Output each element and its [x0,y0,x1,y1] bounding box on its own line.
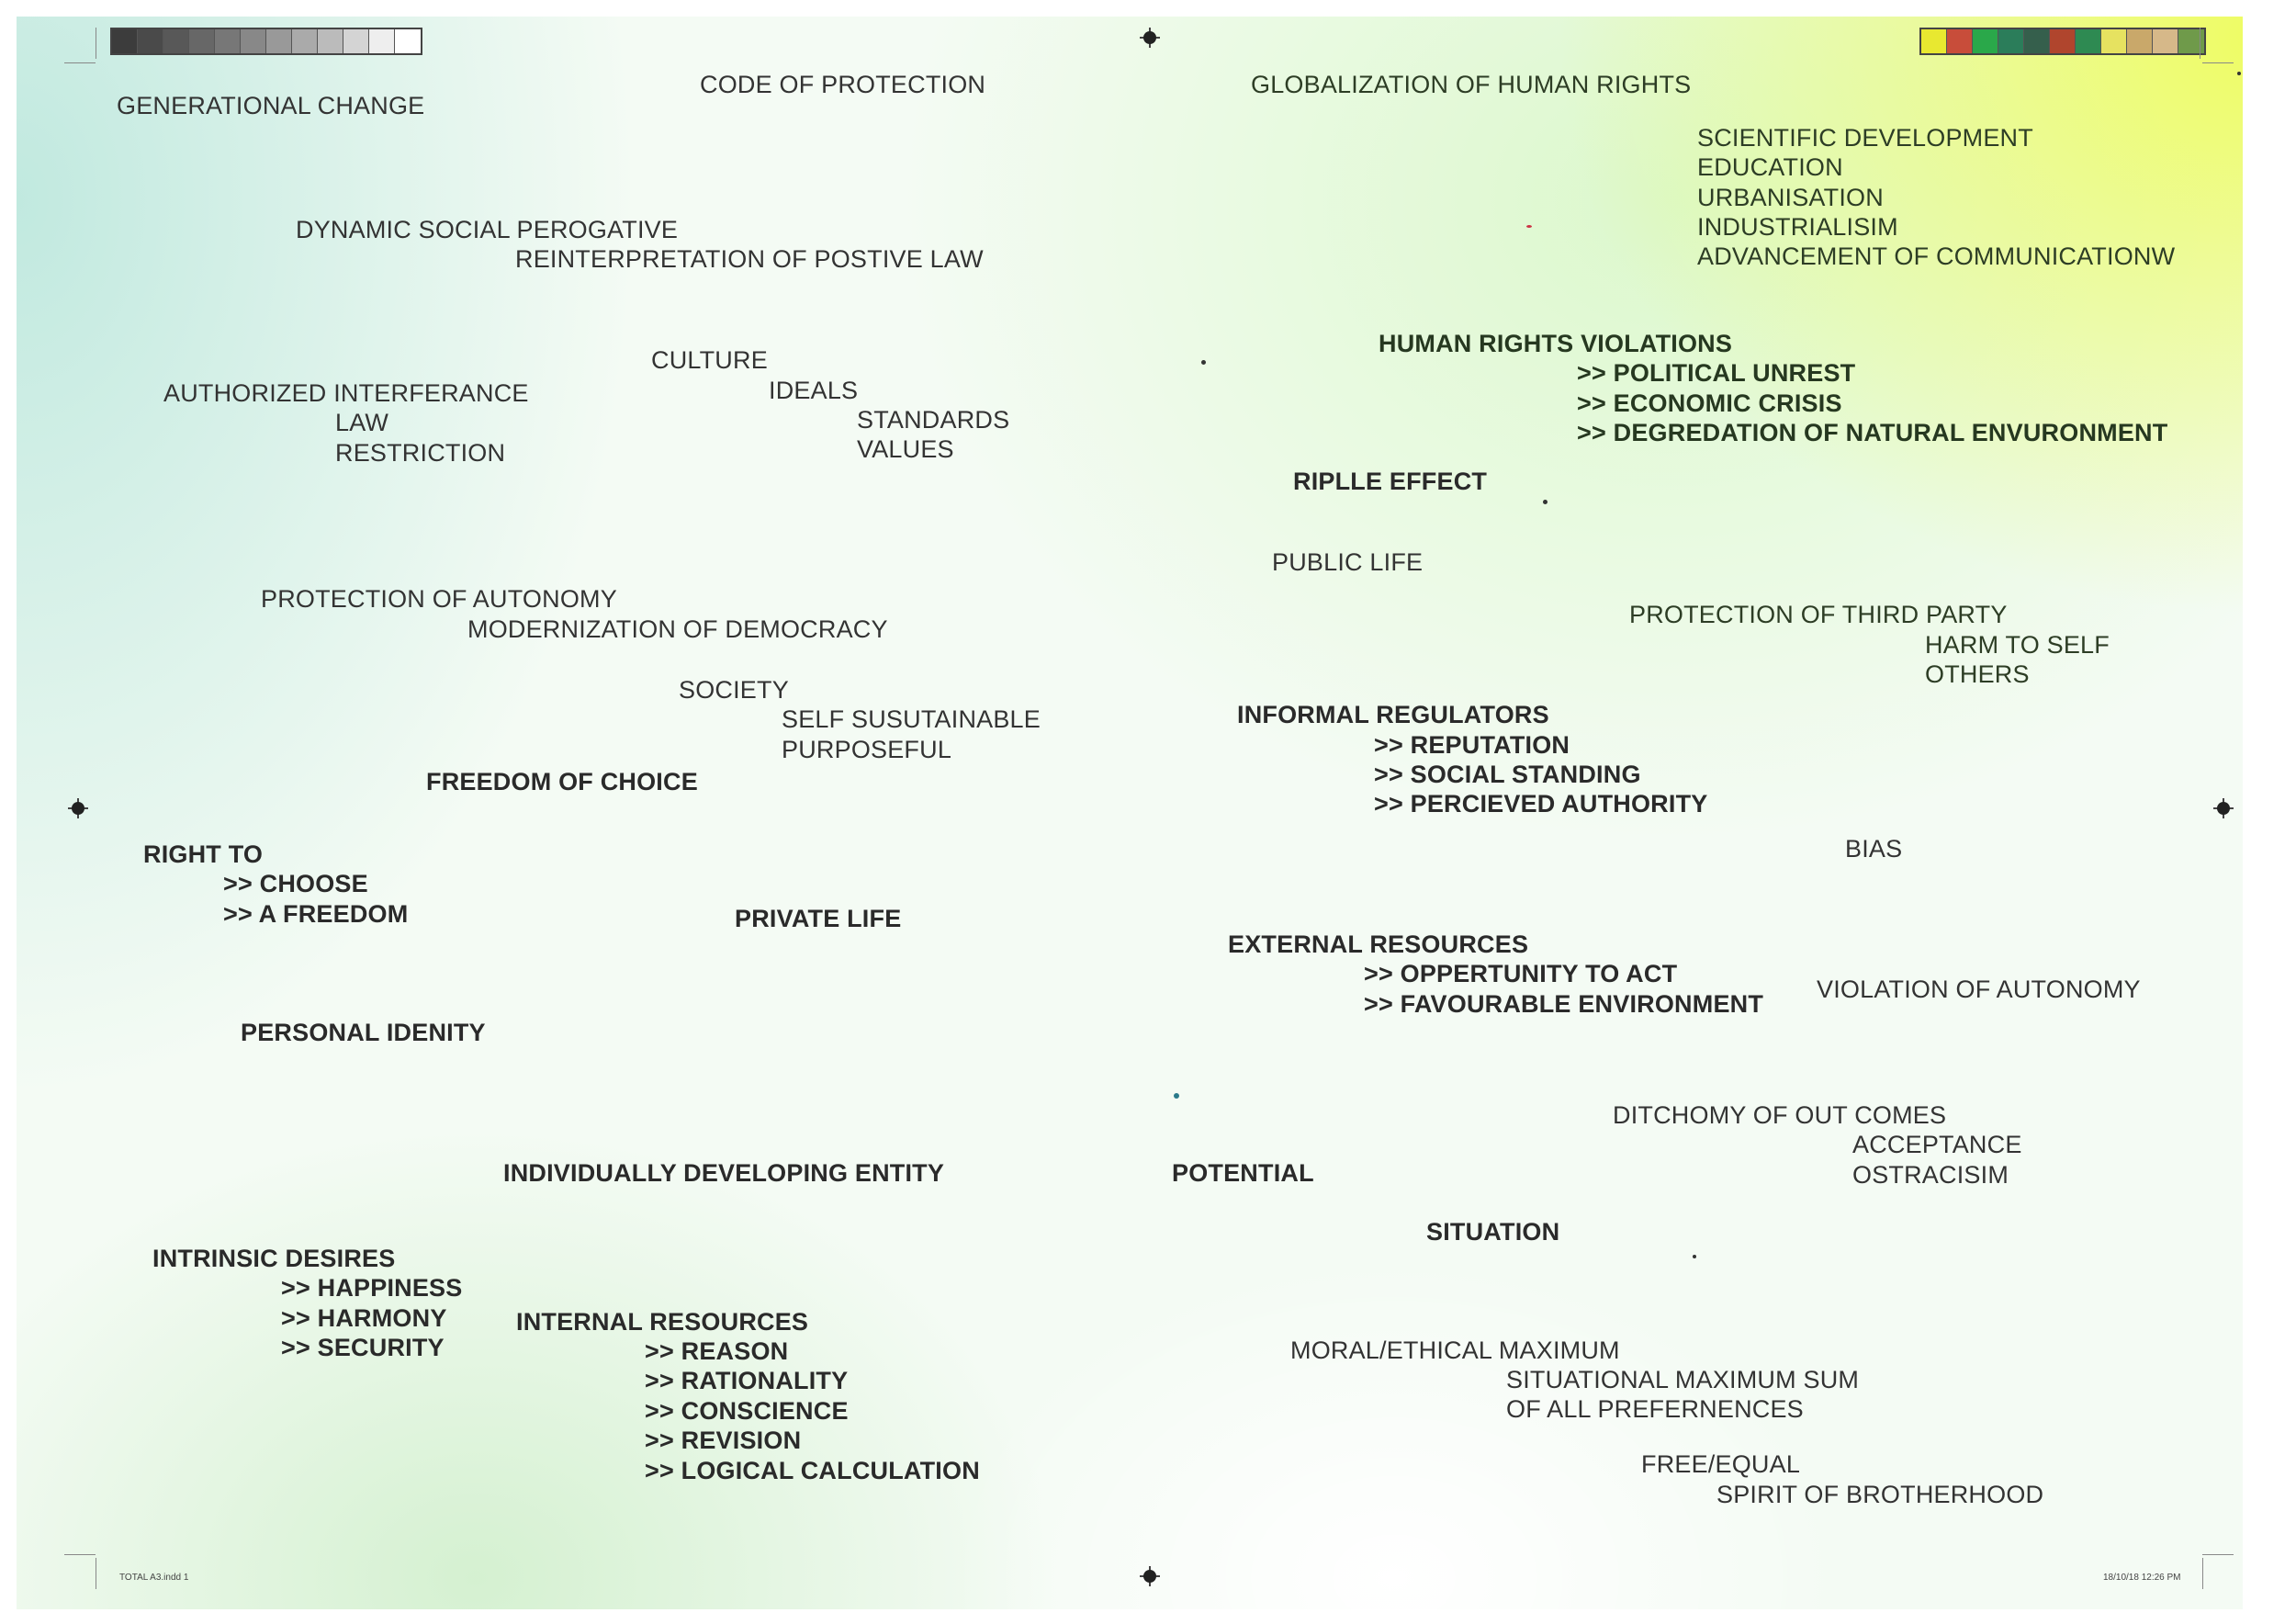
greyscale-swatch [266,29,292,53]
label-riplle-effect: RIPLLE EFFECT [1293,468,1488,495]
label-security: >> SECURITY [281,1334,445,1361]
label-oppertunity-to-act: >> OPPERTUNITY TO ACT [1364,960,1678,987]
slug-timestamp: 18/10/18 12:26 PM [2103,1573,2181,1583]
greyscale-swatch [395,29,421,53]
label-restriction: RESTRICTION [335,439,506,467]
label-moral-ethical-maximum: MORAL/ETHICAL MAXIMUM [1290,1336,1620,1364]
color-swatch [1998,29,2024,53]
slug-file-name: TOTAL A3.indd 1 [119,1573,189,1583]
label-others: OTHERS [1925,660,2030,688]
label-internal-resources: INTERNAL RESOURCES [516,1308,809,1336]
label-conscience: >> CONSCIENCE [645,1397,849,1425]
label-personal-idenity: PERSONAL IDENITY [241,1019,486,1046]
crop-mark [2202,1558,2203,1589]
greyscale-swatch [138,29,163,53]
label-private-life: PRIVATE LIFE [735,905,902,932]
greyscale-swatch [369,29,395,53]
label-public-life: PUBLIC LIFE [1272,548,1424,576]
label-individually-developing-entity: INDIVIDUALLY DEVELOPING ENTITY [503,1159,945,1187]
label-free-equal: FREE/EQUAL [1641,1450,1801,1478]
greyscale-swatch [163,29,189,53]
label-society: SOCIETY [679,676,789,704]
label-favourable-environment: >> FAVOURABLE ENVIRONMENT [1364,990,1764,1018]
label-authorized-interferance: AUTHORIZED INTERFERANCE [163,379,529,407]
label-advancement-of-communication: ADVANCEMENT OF COMMUNICATIONW [1697,242,2176,270]
label-scientific-development: SCIENTIFIC DEVELOPMENT [1697,124,2033,152]
color-swatch [1973,29,1998,53]
registration-mark-top [1140,28,1160,48]
label-violation-of-autonomy: VIOLATION OF AUTONOMY [1817,976,2141,1003]
label-reputation: >> REPUTATION [1374,731,1570,759]
scan-speck [1201,360,1206,365]
greyscale-swatch [343,29,369,53]
label-standards: STANDARDS [857,406,1010,434]
label-culture: CULTURE [651,346,768,374]
label-situational-maximum-sum: SITUATIONAL MAXIMUM SUM [1506,1366,1860,1393]
registration-mark-bottom [1140,1566,1160,1586]
scan-speck [1693,1255,1696,1258]
label-logical-calculation: >> LOGICAL CALCULATION [645,1457,980,1484]
label-reinterpretation: REINTERPRETATION OF POSTIVE LAW [515,245,984,273]
registration-mark-right [2213,798,2234,818]
label-values: VALUES [857,435,954,463]
label-political-unrest: >> POLITICAL UNREST [1577,359,1856,387]
label-informal-regulators: INFORMAL REGULATORS [1237,701,1549,728]
label-modernization-of-democracy: MODERNIZATION OF DEMOCRACY [467,615,888,643]
label-ostracisim: OSTRACISIM [1852,1161,2009,1189]
label-protection-of-third-party: PROTECTION OF THIRD PARTY [1629,601,2008,628]
label-human-rights-violations: HUMAN RIGHTS VIOLATIONS [1379,330,1733,357]
label-generational-change: GENERATIONAL CHANGE [117,92,425,119]
color-swatch [1947,29,1973,53]
label-external-resources: EXTERNAL RESOURCES [1228,930,1529,958]
label-harm-to-self: HARM TO SELF [1925,631,2110,659]
color-calibration-bar [1919,28,2206,55]
label-reason: >> REASON [645,1337,789,1365]
scan-speck [1174,1093,1179,1099]
registration-mark-left [68,798,88,818]
greyscale-swatch [215,29,241,53]
label-self-susutainable: SELF SUSUTAINABLE [782,705,1041,733]
crop-mark [2202,62,2234,63]
crop-mark [64,1554,96,1555]
label-rationality: >> RATIONALITY [645,1367,849,1394]
label-freedom-of-choice: FREEDOM OF CHOICE [426,768,698,795]
greyscale-calibration-bar [110,28,422,55]
label-bias: BIAS [1845,835,1903,863]
label-ditchomy-of-outcomes: DITCHOMY OF OUT COMES [1613,1101,1947,1129]
label-ideals: IDEALS [769,377,859,404]
color-swatch [2024,29,2050,53]
scan-speck [1543,500,1548,504]
color-swatch [2153,29,2178,53]
color-swatch [2050,29,2076,53]
label-code-of-protection: CODE OF PROTECTION [700,71,986,98]
label-purposeful: PURPOSEFUL [782,736,952,763]
label-industrialisim: INDUSTRIALISIM [1697,213,1898,241]
label-potential: POTENTIAL [1172,1159,1314,1187]
label-social-standing: >> SOCIAL STANDING [1374,761,1641,788]
label-economic-crisis: >> ECONOMIC CRISIS [1577,389,1842,417]
scan-speck [2237,72,2241,75]
label-harmony: >> HARMONY [281,1304,447,1332]
label-happiness: >> HAPPINESS [281,1274,463,1302]
label-revision: >> REVISION [645,1427,802,1454]
label-right-to: RIGHT TO [143,840,264,868]
greyscale-swatch [292,29,318,53]
label-acceptance: ACCEPTANCE [1852,1131,2022,1158]
color-swatch [2076,29,2101,53]
greyscale-swatch [241,29,266,53]
label-dynamic-social-perogative: DYNAMIC SOCIAL PEROGATIVE [296,216,679,243]
label-law: LAW [335,409,389,436]
label-protection-of-autonomy: PROTECTION OF AUTONOMY [261,585,617,613]
color-swatch [1921,29,1947,53]
greyscale-swatch [189,29,215,53]
label-situation: SITUATION [1426,1218,1560,1246]
greyscale-swatch [318,29,343,53]
scan-speck [1526,225,1532,228]
label-intrinsic-desires: INTRINSIC DESIRES [152,1245,396,1272]
label-right-to-freedom: >> A FREEDOM [223,900,409,928]
crop-mark [2202,1554,2234,1555]
crop-mark [64,62,96,63]
label-urbanisation: URBANISATION [1697,184,1884,211]
label-percieved-authority: >> PERCIEVED AUTHORITY [1374,790,1708,818]
label-education: EDUCATION [1697,153,1843,181]
label-degredation-of-environment: >> DEGREDATION OF NATURAL ENVURONMENT [1577,419,2168,446]
greyscale-swatch [112,29,138,53]
color-swatch [2127,29,2153,53]
label-right-to-choose: >> CHOOSE [223,870,368,897]
color-swatch [2101,29,2127,53]
label-of-all-prefernences: OF ALL PREFERNENCES [1506,1395,1804,1423]
label-globalization-of-human-rights: GLOBALIZATION OF HUMAN RIGHTS [1251,71,1692,98]
label-spirit-of-brotherhood: SPIRIT OF BROTHERHOOD [1716,1481,2044,1508]
